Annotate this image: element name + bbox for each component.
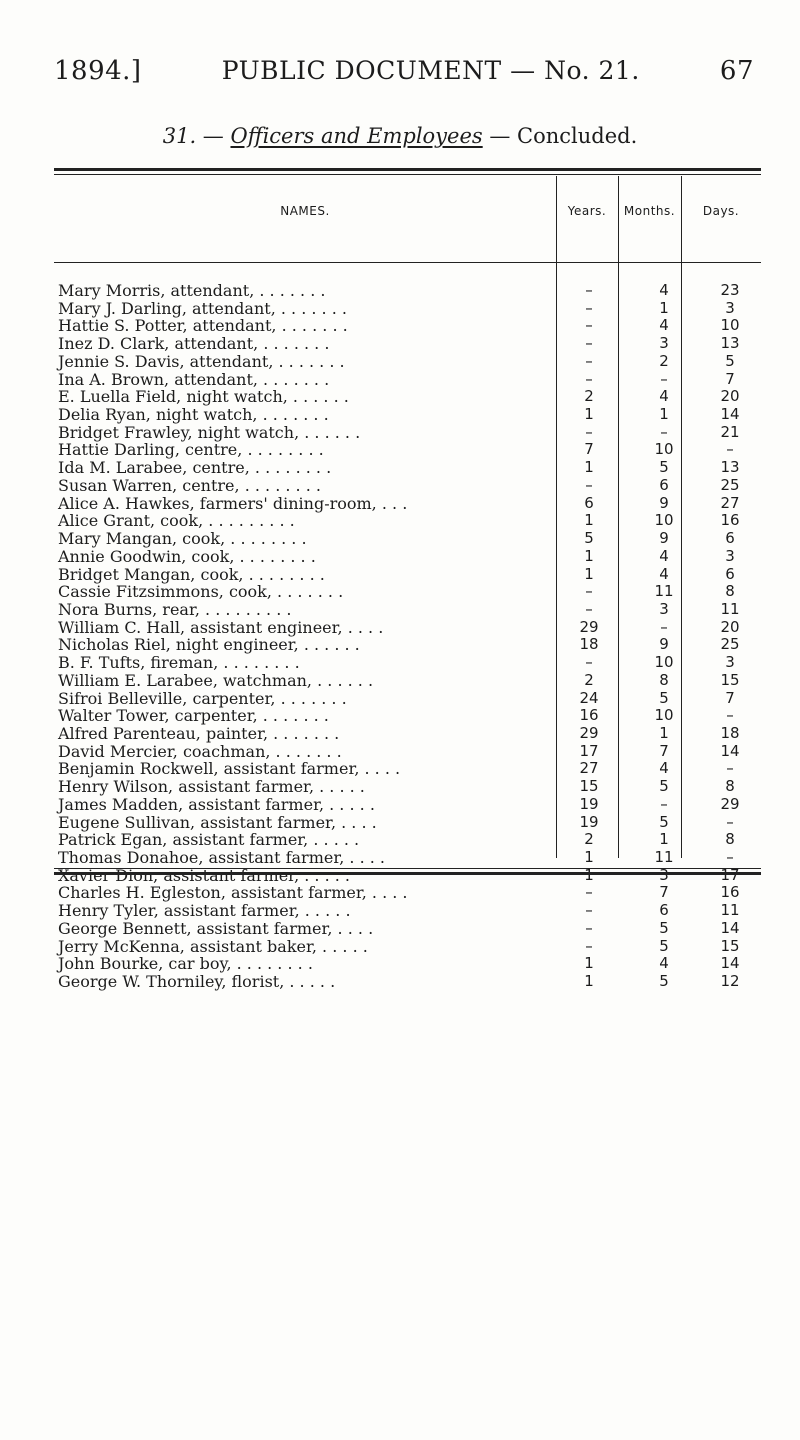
- months-cell: 5: [659, 936, 669, 955]
- years-cell: –: [585, 883, 593, 902]
- days-cell: 16: [720, 511, 740, 530]
- table-title-italic: Officers and Employees: [230, 124, 483, 148]
- years-cell: –: [585, 351, 593, 370]
- table-row: [54, 867, 761, 885]
- months-cell: 4: [659, 759, 669, 778]
- table-row: [54, 973, 761, 991]
- employee-name: James Madden, assistant farmer, . . . . .: [58, 794, 375, 814]
- years-cell: –: [585, 334, 593, 353]
- months-cell: 8: [659, 670, 669, 689]
- months-cell: 9: [659, 493, 669, 512]
- years-cell: 5: [584, 529, 594, 548]
- column-header-names: NAMES.: [280, 204, 330, 218]
- column-divider-years: [556, 176, 557, 286]
- years-cell: 27: [579, 759, 599, 778]
- employee-name: E. Luella Field, night watch, . . . . . .: [58, 387, 349, 407]
- table-row: [54, 388, 761, 406]
- years-cell: 29: [579, 617, 599, 636]
- days-cell: 23: [720, 281, 740, 299]
- years-cell: 6: [584, 493, 594, 512]
- months-cell: 11: [654, 582, 674, 601]
- employee-name: William C. Hall, assistant engineer, . . . .: [58, 617, 384, 637]
- table-row: [54, 938, 761, 956]
- years-cell: –: [585, 653, 593, 672]
- top-rule-thick: [54, 168, 761, 171]
- employee-name: Cassie Fitzsimmons, cook, . . . . . . .: [58, 582, 344, 602]
- column-divider-months: [618, 176, 619, 286]
- bottom-rule-thick: [54, 872, 761, 875]
- table-row: [54, 920, 761, 938]
- column-header-years: Years.: [567, 204, 607, 218]
- years-cell: –: [585, 936, 593, 955]
- years-cell: 24: [579, 688, 599, 707]
- employee-name: Annie Goodwin, cook, . . . . . . . .: [58, 546, 316, 566]
- table-row: [54, 477, 761, 495]
- months-cell: 4: [659, 387, 669, 406]
- table-row: [54, 707, 761, 725]
- table-row: [54, 760, 761, 778]
- years-cell: –: [585, 422, 593, 441]
- months-cell: 9: [659, 529, 669, 548]
- table-title: [0, 124, 800, 148]
- months-cell: 1: [659, 298, 669, 317]
- days-cell: 15: [720, 936, 740, 955]
- days-cell: 6: [725, 529, 735, 548]
- table-row: [54, 778, 761, 796]
- table-row: [54, 831, 761, 849]
- employee-name: David Mercier, coachman, . . . . . . .: [58, 741, 342, 761]
- months-cell: 1: [659, 830, 669, 849]
- months-cell: 4: [659, 316, 669, 335]
- employee-name: Mary Mangan, cook, . . . . . . . .: [58, 529, 307, 549]
- days-cell: 13: [720, 334, 740, 353]
- years-cell: 1: [584, 972, 594, 991]
- table-row: [54, 849, 761, 867]
- table-number: 31.: [162, 124, 197, 148]
- header-rule: [54, 262, 761, 263]
- days-cell: 3: [725, 653, 735, 672]
- months-cell: 7: [659, 883, 669, 902]
- years-cell: 1: [584, 405, 594, 424]
- employee-name: Charles H. Egleston, assistant farmer, . . . .: [58, 883, 408, 903]
- years-cell: –: [585, 316, 593, 335]
- table-row: [54, 725, 761, 743]
- employee-name: Jerry McKenna, assistant baker, . . . . .: [58, 936, 368, 956]
- days-cell: 10: [720, 316, 740, 335]
- months-cell: 9: [659, 635, 669, 654]
- running-head: [54, 56, 754, 86]
- days-cell: 25: [720, 635, 740, 654]
- years-cell: 15: [579, 777, 599, 796]
- months-cell: 5: [659, 812, 669, 831]
- years-cell: –: [585, 901, 593, 920]
- table-row: [54, 441, 761, 459]
- years-cell: 19: [579, 794, 599, 813]
- days-cell: 14: [720, 405, 740, 424]
- months-cell: 11: [654, 848, 674, 866]
- table-row: [54, 530, 761, 548]
- days-cell: 20: [720, 617, 740, 636]
- days-cell: 12: [720, 972, 740, 991]
- employee-name: Susan Warren, centre, . . . . . . . .: [58, 475, 321, 495]
- employee-name: Delia Ryan, night watch, . . . . . . .: [58, 405, 329, 425]
- months-cell: 7: [659, 741, 669, 760]
- months-cell: 5: [659, 777, 669, 796]
- employee-name: Bridget Mangan, cook, . . . . . . . .: [58, 564, 325, 584]
- years-cell: 1: [584, 458, 594, 477]
- employee-name: Jennie S. Davis, attendant, . . . . . . .: [58, 351, 345, 371]
- days-cell: 7: [725, 688, 735, 707]
- years-cell: 2: [584, 387, 594, 406]
- months-cell: 2: [659, 351, 669, 370]
- employee-name: Ina A. Brown, attendant, . . . . . . .: [58, 369, 330, 389]
- years-cell: 17: [579, 741, 599, 760]
- years-cell: –: [585, 582, 593, 601]
- days-cell: 18: [720, 723, 740, 742]
- employee-name: George W. Thorniley, florist, . . . . .: [58, 972, 336, 992]
- table-row: [54, 636, 761, 654]
- days-cell: 21: [720, 422, 740, 441]
- table-row: [54, 566, 761, 584]
- days-cell: 3: [725, 546, 735, 565]
- table-row: [54, 353, 761, 371]
- months-cell: 10: [654, 440, 674, 459]
- employee-name: Ida M. Larabee, centre, . . . . . . . .: [58, 458, 332, 478]
- employee-name: Henry Wilson, assistant farmer, . . . . .: [58, 777, 365, 797]
- employee-name: Eugene Sullivan, assistant farmer, . . . .: [58, 812, 377, 832]
- table-row: [54, 743, 761, 761]
- years-cell: 1: [584, 511, 594, 530]
- days-cell: 5: [725, 351, 735, 370]
- months-cell: 3: [659, 865, 669, 884]
- employee-name: Benjamin Rockwell, assistant farmer, . . . .: [58, 759, 401, 779]
- employee-name: Inez D. Clark, attendant, . . . . . . .: [58, 334, 330, 354]
- months-cell: –: [660, 422, 668, 441]
- days-cell: –: [726, 706, 734, 725]
- employee-name: B. F. Tufts, fireman, . . . . . . . .: [58, 653, 300, 673]
- months-cell: –: [660, 617, 668, 636]
- running-head-title: PUBLIC DOCUMENT — No. 21.: [221, 56, 640, 85]
- days-cell: 8: [725, 830, 735, 849]
- table-row: [54, 406, 761, 424]
- employee-name: Alice Grant, cook, . . . . . . . . .: [58, 511, 295, 531]
- months-cell: 3: [659, 334, 669, 353]
- years-cell: 29: [579, 723, 599, 742]
- employee-name: Xavier Dion, assistant farmer, . . . . .: [58, 865, 351, 885]
- table-row: [54, 317, 761, 335]
- employee-name: Henry Tyler, assistant farmer, . . . . .: [58, 901, 351, 921]
- table-row: [54, 459, 761, 477]
- table-row: [54, 796, 761, 814]
- months-cell: –: [660, 369, 668, 388]
- table-title-rest: — Concluded.: [482, 124, 638, 148]
- top-rule-thin: [54, 174, 761, 175]
- months-cell: 4: [659, 954, 669, 973]
- days-cell: 6: [725, 564, 735, 583]
- months-cell: 3: [659, 599, 669, 618]
- years-cell: 1: [584, 865, 594, 884]
- months-cell: 5: [659, 918, 669, 937]
- table-row: [54, 955, 761, 973]
- years-cell: 2: [584, 670, 594, 689]
- table-row: [54, 282, 761, 300]
- days-cell: –: [726, 759, 734, 778]
- days-cell: 14: [720, 918, 740, 937]
- days-cell: 20: [720, 387, 740, 406]
- years-cell: 18: [579, 635, 599, 654]
- table-row: [54, 300, 761, 318]
- column-header-days: Days.: [702, 204, 740, 218]
- table-row: [54, 512, 761, 530]
- table-row: [54, 495, 761, 513]
- table-body: [54, 282, 761, 991]
- years-cell: –: [585, 369, 593, 388]
- table-row: [54, 814, 761, 832]
- days-cell: 13: [720, 458, 740, 477]
- months-cell: –: [660, 794, 668, 813]
- title-dash: —: [196, 124, 231, 148]
- table-row: [54, 654, 761, 672]
- employee-name: Nora Burns, rear, . . . . . . . . .: [58, 599, 292, 619]
- table-row: [54, 601, 761, 619]
- employee-name: George Bennett, assistant farmer, . . . .: [58, 918, 374, 938]
- years-cell: 7: [584, 440, 594, 459]
- months-cell: 6: [659, 475, 669, 494]
- months-cell: 1: [659, 405, 669, 424]
- years-cell: 2: [584, 830, 594, 849]
- table-row: [54, 619, 761, 637]
- days-cell: 15: [720, 670, 740, 689]
- months-cell: 10: [654, 706, 674, 725]
- years-cell: –: [585, 475, 593, 494]
- employee-name: Patrick Egan, assistant farmer, . . . . .: [58, 830, 360, 850]
- table-row: [54, 583, 761, 601]
- days-cell: 3: [725, 298, 735, 317]
- days-cell: 16: [720, 883, 740, 902]
- months-cell: 10: [654, 653, 674, 672]
- employee-name: Hattie Darling, centre, . . . . . . . .: [58, 440, 324, 460]
- years-cell: 1: [584, 848, 594, 866]
- months-cell: 6: [659, 901, 669, 920]
- years-cell: 19: [579, 812, 599, 831]
- months-cell: 10: [654, 511, 674, 530]
- days-cell: 7: [725, 369, 735, 388]
- months-cell: 1: [659, 723, 669, 742]
- column-header-months: Months.: [623, 204, 676, 218]
- years-cell: –: [585, 281, 593, 299]
- years-cell: 16: [579, 706, 599, 725]
- months-cell: 5: [659, 688, 669, 707]
- table-row: [54, 902, 761, 920]
- table-row: [54, 672, 761, 690]
- employee-name: Hattie S. Potter, attendant, . . . . . . .: [58, 316, 348, 336]
- days-cell: 14: [720, 954, 740, 973]
- days-cell: –: [726, 848, 734, 866]
- employee-name: Mary Morris, attendant, . . . . . . .: [58, 281, 326, 300]
- table-row: [54, 424, 761, 442]
- employee-name: Nicholas Riel, night engineer, . . . . . .: [58, 635, 360, 655]
- table-row: [54, 335, 761, 353]
- years-cell: 1: [584, 954, 594, 973]
- months-cell: 5: [659, 972, 669, 991]
- table-row: [54, 884, 761, 902]
- months-cell: 4: [659, 564, 669, 583]
- days-cell: –: [726, 812, 734, 831]
- days-cell: –: [726, 440, 734, 459]
- employee-name: Alfred Parenteau, painter, . . . . . . .: [58, 723, 340, 743]
- years-cell: –: [585, 918, 593, 937]
- months-cell: 5: [659, 458, 669, 477]
- page-number: 67: [719, 56, 754, 86]
- bottom-rule-thin: [54, 868, 761, 869]
- days-cell: 17: [720, 865, 740, 884]
- years-cell: –: [585, 298, 593, 317]
- employee-name: Sifroi Belleville, carpenter, . . . . . . .: [58, 688, 347, 708]
- days-cell: 25: [720, 475, 740, 494]
- running-head-year: 1894.]: [54, 56, 142, 86]
- years-cell: 1: [584, 564, 594, 583]
- table-row: [54, 690, 761, 708]
- column-divider-days: [681, 176, 682, 286]
- days-cell: 27: [720, 493, 740, 512]
- employee-name: Walter Tower, carpenter, . . . . . . .: [58, 706, 329, 726]
- employee-name: Alice A. Hawkes, farmers' dining-room, . . .: [58, 493, 408, 513]
- employee-name: Mary J. Darling, attendant, . . . . . . .: [58, 298, 347, 318]
- employee-name: William E. Larabee, watchman, . . . . . .: [58, 670, 374, 690]
- days-cell: 29: [720, 794, 740, 813]
- months-cell: 4: [659, 546, 669, 565]
- years-cell: –: [585, 599, 593, 618]
- days-cell: 8: [725, 777, 735, 796]
- days-cell: 11: [720, 599, 740, 618]
- years-cell: 1: [584, 546, 594, 565]
- days-cell: 14: [720, 741, 740, 760]
- employee-name: Bridget Frawley, night watch, . . . . . .: [58, 422, 361, 442]
- table-row: [54, 371, 761, 389]
- days-cell: 8: [725, 582, 735, 601]
- employee-name: Thomas Donahoe, assistant farmer, . . . .: [58, 848, 385, 867]
- days-cell: 11: [720, 901, 740, 920]
- employee-name: John Bourke, car boy, . . . . . . . .: [58, 954, 313, 974]
- table-row: [54, 548, 761, 566]
- months-cell: 4: [659, 281, 669, 299]
